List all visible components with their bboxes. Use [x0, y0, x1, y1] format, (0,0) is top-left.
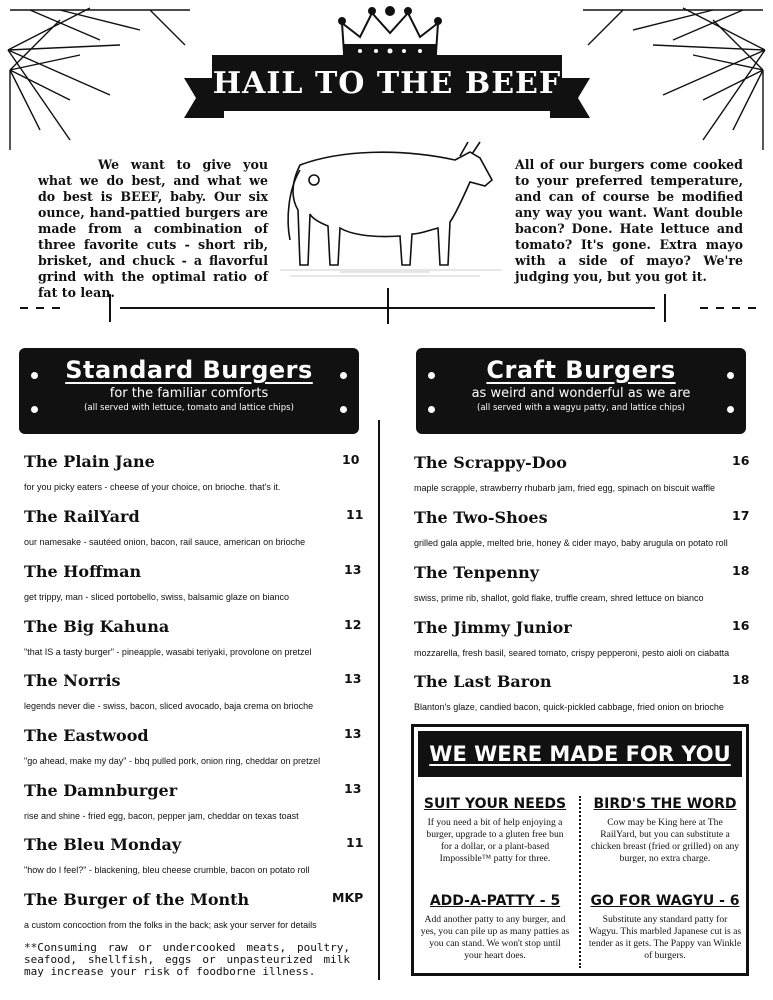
item-name: The RailYard [24, 507, 140, 526]
box-cell-go-for-wagyu [588, 893, 742, 962]
item-price: 17 [732, 508, 750, 523]
item-price: 13 [344, 781, 362, 796]
item-name: The Plain Jane [24, 452, 155, 471]
item-price: 18 [732, 672, 750, 687]
item-name: The Bleu Monday [24, 835, 182, 854]
item-price: 13 [344, 726, 362, 741]
item-desc: swiss, prime rib, shallot, gold flake, truffle cream, shred lettuce on bianco [414, 593, 704, 603]
item-price: 11 [346, 835, 364, 850]
sunburst-right [573, 0, 773, 160]
box-cell-suit-your-needs [420, 796, 570, 865]
item-desc: "go ahead, make my day" - bbq pulled pork, onion ring, cheddar on pretzel [24, 756, 321, 766]
item-price: 16 [732, 618, 750, 633]
box-cell-heading: GO FOR WAGYU - 6 [590, 893, 740, 909]
foodborne-disclaimer: **Consuming raw or undercooked meats, poultry, seafood, shellfish, eggs or unpasteurized milk may increase your risk of foodborne illness. [24, 941, 350, 978]
box-cell-add-a-patty [420, 893, 570, 962]
box-cell-heading: SUIT YOUR NEEDS [423, 796, 567, 812]
item-desc: "that IS a tasty burger" - pineapple, wasabi teriyaki, provolone on pretzel [24, 647, 312, 657]
box-cell-heading: ADD-A-PATTY - 5 [429, 893, 561, 909]
item-name: The Damnburger [24, 781, 178, 800]
item-price: 13 [344, 671, 362, 686]
menu-item [24, 671, 360, 711]
menu-item [414, 618, 750, 658]
menu-item [24, 507, 364, 547]
item-price: 16 [732, 453, 750, 468]
box-cell-birds-the-word [588, 796, 742, 865]
item-name: The Burger of the Month [24, 890, 250, 909]
sunburst-left [0, 0, 200, 160]
standard-title: Standard Burgers [65, 356, 313, 384]
menu-item [414, 563, 750, 603]
menu-item [414, 453, 750, 493]
item-name: The Jimmy Junior [414, 618, 572, 637]
intro-left-text: We want to give you what we do best, and what we do best is BEEF, baby. Our six ounce, hand-pattied burgers are made from a combination of three favorite cuts - short rib, brisket, and chuck - a flavorful grind with the optimal ratio of fat to lean. [38, 157, 268, 300]
item-price: 18 [732, 563, 750, 578]
item-name: The Hoffman [24, 562, 142, 581]
item-price: 13 [344, 562, 362, 577]
item-desc: rise and shine - fried egg, bacon, pepper jam, cheddar on texas toast [24, 811, 299, 821]
header-divider [0, 288, 773, 328]
box-cell-text: Cow may be King here at The RailYard, but you can substitute a chicken breast (fried or grilled) on any burger, no extra charge. [590, 817, 740, 864]
standard-subtitle: for the familiar comforts [109, 386, 269, 401]
item-price: 10 [342, 452, 360, 467]
box-cell-text: Add another patty to any burger, and yes, you can pile up as many patties as you can stand. We won't stop until your heart does. [420, 914, 570, 961]
menu-item [414, 672, 750, 712]
item-desc: get trippy, man - sliced portobello, swiss, balsamic glaze on bianco [24, 592, 289, 602]
craft-burgers-banner [416, 348, 746, 434]
box-cell-text: Substitute any standard patty for Wagyu. This marbled Japanese cut is as tender as it gets. The Pappy van Winkle of burgers. [588, 914, 742, 961]
item-desc: legends never die - swiss, bacon, sliced avocado, baja crema on brioche [24, 701, 314, 711]
item-desc: our namesake - sautéed onion, bacon, rail sauce, american on brioche [24, 537, 306, 547]
item-desc: a custom concoction from the folks in the back; ask your server for details [24, 920, 317, 930]
item-desc: maple scrapple, strawberry rhubarb jam, fried egg, spinach on biscuit waffle [414, 483, 715, 493]
cow-illustration [280, 130, 502, 280]
box-divider [579, 796, 581, 968]
item-desc: mozzarella, fresh basil, seared tomato, crispy pepperoni, pesto aioli on ciabatta [414, 648, 730, 658]
box-cell-heading: BIRD'S THE WORD [593, 796, 737, 812]
item-name: The Big Kahuna [24, 617, 170, 636]
item-name: The Tenpenny [414, 563, 540, 582]
item-name: The Eastwood [24, 726, 149, 745]
menu-item [24, 835, 364, 875]
box-cell-text: If you need a bit of help enjoying a burger, upgrade to a gluten free bun for a dollar, or a plant-based Impossible™ patty for three. [426, 817, 564, 864]
menu-item [24, 452, 360, 492]
menu-item [24, 617, 360, 657]
intro-right-text: All of our burgers come cooked to your preferred temperature, and can of course be modified any way you want. Want double bacon? Done. Hate lettuce and tomato? It's gone. Extra mayo with a side of mayo? We're judging you, but you got it. [515, 157, 743, 284]
item-desc: grilled gala apple, melted brie, honey & cider mayo, baby arugula on potato roll [414, 538, 728, 548]
menu-item [24, 562, 360, 602]
menu-item [24, 781, 360, 821]
item-name: The Two-Shoes [414, 508, 548, 527]
standard-note: (all served with lettuce, tomato and lattice chips) [84, 403, 294, 413]
standard-burgers-banner [19, 348, 359, 434]
item-name: The Scrappy-Doo [414, 453, 567, 472]
item-desc: Blanton's glaze, candied bacon, quick-pickled cabbage, fried onion on brioche [414, 702, 724, 712]
item-price: 12 [344, 617, 362, 632]
column-divider [378, 420, 380, 980]
item-desc: "how do I feel?" - blackening, bleu cheese crumble, bacon on potato roll [24, 865, 310, 875]
item-price: 11 [346, 507, 364, 522]
craft-note: (all served with a wagyu patty, and lattice chips) [477, 403, 685, 413]
item-name: The Last Baron [414, 672, 552, 691]
page-title: HAIL TO THE BEEF [212, 55, 562, 111]
craft-subtitle: as weird and wonderful as we are [471, 386, 691, 401]
item-desc: for you picky eaters - cheese of your choice, on brioche. that's it. [24, 482, 281, 492]
menu-item [414, 508, 750, 548]
item-name: The Norris [24, 671, 121, 690]
menu-item [24, 890, 364, 930]
item-price: MKP [332, 890, 364, 905]
craft-title: Craft Burgers [486, 356, 676, 384]
made-for-you-title: WE WERE MADE FOR YOU [418, 731, 742, 777]
menu-item [24, 726, 360, 766]
